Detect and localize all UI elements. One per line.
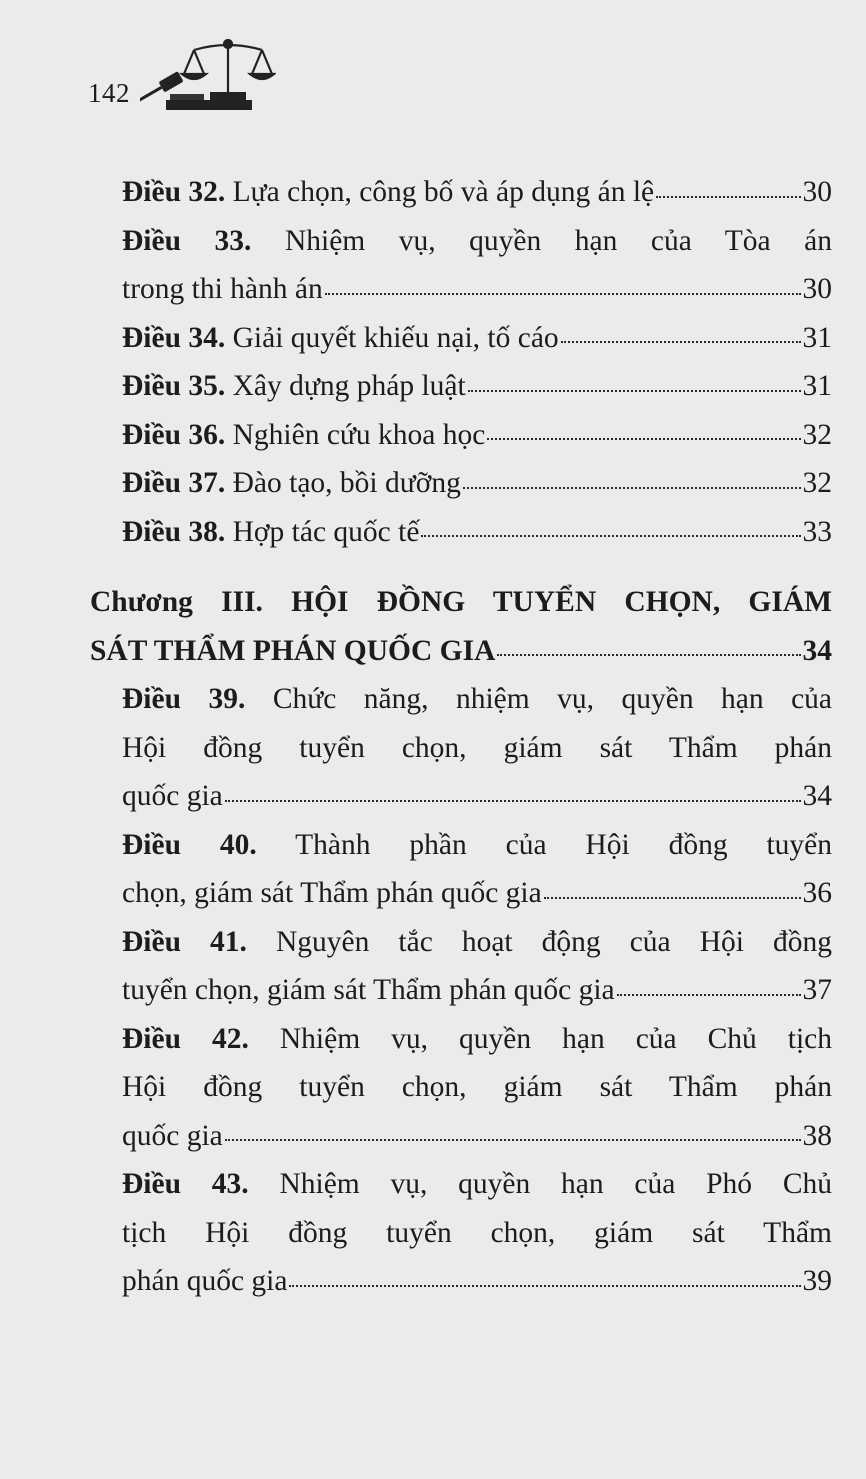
dot-leader [617,994,801,996]
toc-title: Đào tạo, bồi dưỡng [232,467,461,499]
toc-label: Điều 40. [122,828,257,861]
toc-title: Nguyên tắc hoạt động của Hội đồng [275,925,832,958]
toc-label: Điều 34. [122,321,226,354]
toc-title: phán quốc gia [122,1265,288,1297]
dot-leader [468,390,801,392]
chapter-title: Chương III. HỘI ĐỒNG TUYỂN CHỌN, GIÁM [90,586,832,618]
toc-title: Thành phần của Hội đồng tuyển [295,828,833,861]
toc-page: 30 [802,176,832,208]
toc-label: Điều 33. [122,224,252,257]
toc-title: Hội đồng tuyển chọn, giám sát Thẩm phán [122,731,832,764]
toc-label: Điều 43. [122,1168,249,1200]
toc-chapter-iii[interactable] [90,578,832,675]
toc-title: tuyển chọn, giám sát Thẩm phán quốc gia [122,974,615,1006]
toc-label: Điều 41. [122,925,247,958]
toc-label: Điều 38. [122,515,226,548]
toc-entry-dieu-33[interactable] [122,217,832,314]
toc-page: 32 [802,467,832,499]
toc-title: Giải quyết khiếu nại, tố cáo [232,321,559,354]
toc-entry-dieu-36[interactable] [122,411,832,460]
toc-entry-dieu-32[interactable] [122,168,832,217]
dot-leader [487,438,800,440]
toc-title: Lựa chọn, công bố và áp dụng án lệ [232,176,655,208]
dot-leader [561,341,801,343]
dot-leader [421,535,800,537]
toc-page: 31 [802,370,832,402]
toc-page: 37 [802,974,832,1006]
toc-page: 32 [802,418,832,451]
toc-page: 38 [802,1119,832,1152]
chapter-title: SÁT THẨM PHÁN QUỐC GIA [90,634,496,667]
dot-leader [497,654,800,656]
toc-title: Nhiệm vụ, quyền hạn của Tòa án [284,224,833,257]
dot-leader [225,1139,801,1141]
toc-page: 34 [802,634,832,667]
toc-title: quốc gia [122,780,223,812]
toc-entry-dieu-41[interactable] [122,918,832,1015]
dot-leader [463,487,801,489]
toc-entry-dieu-35[interactable] [122,362,832,411]
toc-title: tịch Hội đồng tuyển chọn, giám sát Thẩm [122,1216,832,1249]
toc-entry-dieu-38[interactable] [122,508,832,557]
toc-page: 31 [802,321,832,354]
toc-entry-dieu-42[interactable] [122,1015,832,1161]
table-of-contents [0,168,866,1306]
toc-entry-dieu-43[interactable] [122,1160,832,1306]
toc-entry-dieu-37[interactable] [122,459,832,508]
toc-page: 34 [802,780,832,812]
toc-title: Chức năng, nhiệm vụ, quyền hạn của [272,683,833,715]
toc-label: Điều 32. [122,176,226,208]
toc-title: Hợp tác quốc tế [232,515,420,548]
toc-page: 36 [802,877,832,909]
dot-leader [544,897,801,899]
toc-label: Điều 37. [122,467,226,499]
toc-title: Nhiệm vụ, quyền hạn của Phó Chủ [279,1168,832,1200]
dot-leader [656,196,800,198]
toc-label: Điều 42. [122,1022,249,1055]
toc-entry-dieu-34[interactable] [122,314,832,363]
dot-leader [325,293,801,295]
toc-page: 33 [802,515,832,548]
toc-title: chọn, giám sát Thẩm phán quốc gia [122,877,542,909]
dot-leader [225,800,801,802]
toc-label: Điều 39. [122,683,246,715]
toc-title: Hội đồng tuyển chọn, giám sát Thẩm phán [122,1071,832,1103]
toc-page: 39 [802,1265,832,1297]
toc-title: Xây dựng pháp luật [232,370,466,402]
toc-page: 30 [802,273,832,305]
toc-label: Điều 35. [122,370,226,402]
toc-entry-dieu-39[interactable] [122,675,832,821]
toc-entry-dieu-40[interactable] [122,821,832,918]
toc-title: quốc gia [122,1119,223,1152]
toc-title: trong thi hành án [122,273,323,305]
scales-of-justice-gavel-icon [140,34,276,116]
toc-title: Nhiệm vụ, quyền hạn của Chủ tịch [279,1022,833,1055]
page-number: 142 [88,78,130,108]
dot-leader [289,1285,800,1287]
toc-title: Nghiên cứu khoa học [232,418,486,451]
toc-label: Điều 36. [122,418,226,451]
